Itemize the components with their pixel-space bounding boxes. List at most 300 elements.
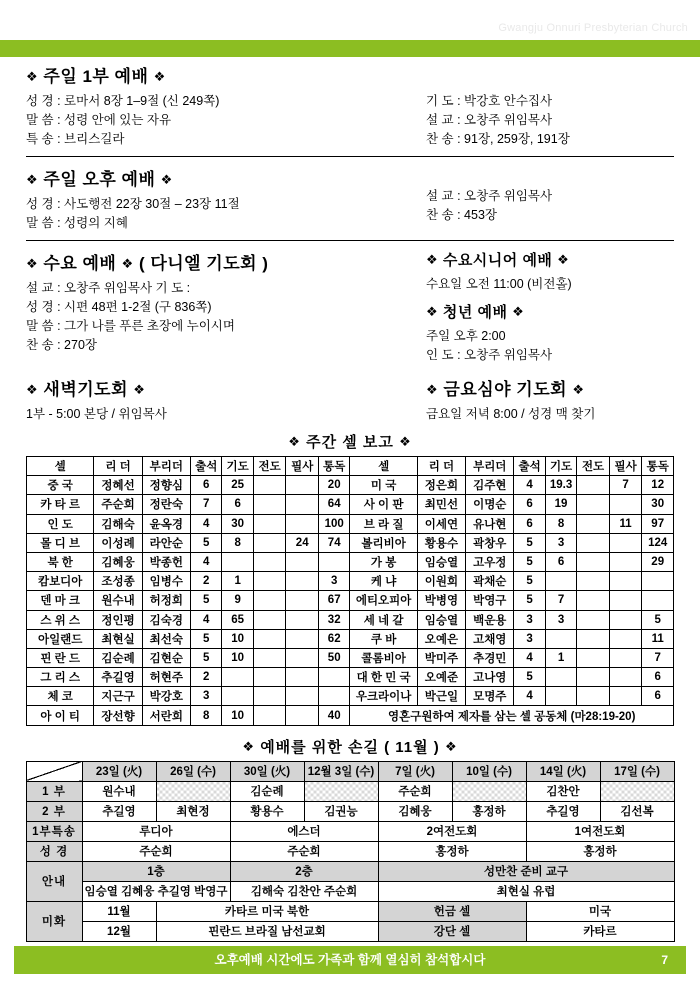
- cell-name: 사 이 판: [350, 495, 417, 514]
- cell-name: 카 타 르: [27, 495, 94, 514]
- cell-name: 케 냐: [350, 572, 417, 591]
- schedule-row-label-beautify: 미화: [26, 901, 82, 941]
- cell-name: 캄보디아: [27, 572, 94, 591]
- col-header-leader: 리 더: [417, 457, 465, 476]
- cell-evangelism: [253, 514, 286, 533]
- cell-report-body: [27, 476, 674, 725]
- cell-leader: 임승열: [417, 552, 465, 571]
- cell-attendance: 3: [514, 610, 545, 629]
- cell-subleader: 이명순: [466, 495, 514, 514]
- divider: [26, 156, 674, 157]
- schedule-first-cell-blank: [452, 781, 526, 801]
- cell-leader: 추길영: [94, 668, 142, 687]
- cell-subleader: 곽채순: [466, 572, 514, 591]
- diamond-icon: ❖: [26, 172, 39, 187]
- cell-evangelism: [577, 629, 610, 648]
- cell-prayer: [222, 668, 253, 687]
- header-accent-bar: [0, 40, 700, 57]
- cell-leader: 박근일: [417, 687, 465, 706]
- beautify-month: 11월: [82, 901, 156, 921]
- cell-name: 몰 디 브: [27, 533, 94, 552]
- service-sunday-afternoon-right: [426, 165, 674, 233]
- schedule-row-label-first: 1 부: [26, 781, 82, 801]
- cell-evangelism: [253, 476, 286, 495]
- schedule-special-cell: 1여전도회: [526, 821, 674, 841]
- cell-attendance: 4: [190, 610, 221, 629]
- cell-leader: 이세연: [417, 514, 465, 533]
- cell-reading: 124: [642, 533, 674, 552]
- prayer-meetings-group: [0, 375, 700, 424]
- cell-leader: 김해숙: [94, 514, 142, 533]
- service-line: 찬 송 : 270장: [26, 338, 97, 352]
- cell-leader: 장선향: [94, 706, 142, 725]
- cell-prayer: 8: [222, 533, 253, 552]
- cell-reading: 40: [318, 706, 349, 725]
- service-sunday-first-title: ❖ 주일 1부 예배 ❖: [26, 67, 166, 86]
- cell-name: 그 리 스: [27, 668, 94, 687]
- cell-name: 체 코: [27, 687, 94, 706]
- cell-subleader: 김현순: [142, 648, 190, 667]
- service-line: 설 교 : 오창주 위임목사: [426, 189, 553, 203]
- cell-attendance: 5: [190, 533, 221, 552]
- cell-attendance: 4: [514, 476, 545, 495]
- cell-writing: [286, 591, 319, 610]
- col-header-subleader: 부리더: [466, 457, 514, 476]
- col-header-writing: 필사: [286, 457, 319, 476]
- diamond-icon: ❖: [160, 172, 173, 187]
- cell-attendance: 5: [190, 591, 221, 610]
- cell-name: 쿠 바: [350, 629, 417, 648]
- cell-reading: 6: [642, 687, 674, 706]
- cell-report-verse: 영혼구원하여 제자를 삼는 셀 공동체 (마28:19-20): [350, 706, 674, 725]
- diamond-icon: ❖: [121, 256, 134, 271]
- service-line: 특 송 : 브리스길라: [26, 132, 125, 146]
- cell-subleader: 김주현: [466, 476, 514, 495]
- cell-subleader: 최선숙: [142, 629, 190, 648]
- service-line: 인 도 : 오창주 위임목사: [426, 348, 553, 362]
- table-row: [27, 648, 674, 667]
- table-row: [26, 761, 674, 781]
- cell-attendance: 4: [514, 648, 545, 667]
- cell-attendance: 2: [190, 668, 221, 687]
- service-line: 성 경 : 시편 48편 1-2절 (구 836쪽): [26, 300, 212, 314]
- cell-writing: [286, 476, 319, 495]
- table-row: [27, 668, 674, 687]
- cell-leader: 박병영: [417, 591, 465, 610]
- cell-subleader: 박강호: [142, 687, 190, 706]
- guide-communion-names: 최현실 유럽: [378, 881, 674, 901]
- col-header-attendance: 출석: [514, 457, 545, 476]
- cell-evangelism: [577, 591, 610, 610]
- cell-subleader: 허현주: [142, 668, 190, 687]
- service-line: 성 경 : 로마서 8장 1–9절 (신 249쪽): [26, 94, 220, 108]
- service-sunday-afternoon-title: ❖ 주일 오후 예배 ❖: [26, 170, 173, 189]
- cell-leader: 오예준: [417, 668, 465, 687]
- schedule-first-cell: 주순희: [378, 781, 452, 801]
- footer-message: 오후예배 시간에도 가족과 함께 열심히 참석합시다: [214, 953, 486, 967]
- cell-subleader: 임병수: [142, 572, 190, 591]
- cell-attendance: 5: [190, 629, 221, 648]
- cell-name: 아 이 티: [27, 706, 94, 725]
- cell-attendance: 7: [190, 495, 221, 514]
- cell-writing: [286, 706, 319, 725]
- cell-leader: 김순례: [94, 648, 142, 667]
- cell-attendance: 4: [514, 687, 545, 706]
- cell-writing: [609, 533, 642, 552]
- table-row: [26, 841, 674, 861]
- cell-leader: 정은희: [417, 476, 465, 495]
- diamond-icon: ❖: [26, 382, 39, 397]
- cell-prayer: [545, 572, 576, 591]
- cell-name: 에티오피아: [350, 591, 417, 610]
- service-line: 주일 오후 2:00: [426, 329, 506, 343]
- bulletin-body: [0, 62, 700, 942]
- cell-name: 브 라 질: [350, 514, 417, 533]
- cell-prayer: 3: [545, 533, 576, 552]
- schedule-scripture-cell: 주순희: [230, 841, 378, 861]
- cell-attendance: 6: [190, 476, 221, 495]
- schedule-first-cell-blank: [156, 781, 230, 801]
- cell-writing: 7: [609, 476, 642, 495]
- page-number: 7: [661, 953, 668, 967]
- cell-leader: 지근구: [94, 687, 142, 706]
- schedule-first-cell: 김순례: [230, 781, 304, 801]
- service-wednesday-group: [0, 249, 700, 365]
- cell-leader: 박미주: [417, 648, 465, 667]
- schedule-second-cell: 홍정하: [452, 801, 526, 821]
- cell-evangelism: [577, 687, 610, 706]
- cell-leader: 임승열: [417, 610, 465, 629]
- service-line: 수요일 오전 11:00 (비전홀): [426, 277, 572, 291]
- cell-name: 볼리비아: [350, 533, 417, 552]
- cell-writing: [609, 648, 642, 667]
- cell-attendance: 4: [190, 552, 221, 571]
- cell-name: 덴 마 크: [27, 591, 94, 610]
- schedule-row-label-scripture: 성 경: [26, 841, 82, 861]
- cell-attendance: 5: [514, 591, 545, 610]
- diamond-icon: ❖: [572, 382, 585, 397]
- cell-evangelism: [253, 572, 286, 591]
- guide-header-floor1: 1층: [82, 861, 230, 881]
- cell-prayer: 19: [545, 495, 576, 514]
- cell-name: 중 국: [27, 476, 94, 495]
- table-row: [26, 921, 674, 941]
- service-sunday-afternoon-left: [26, 165, 426, 233]
- cell-reading: [642, 572, 674, 591]
- service-line: 설 교 : 오창주 위임목사 기 도 :: [26, 281, 191, 295]
- cell-evangelism: [253, 552, 286, 571]
- table-row: [27, 533, 674, 552]
- cell-prayer: 19.3: [545, 476, 576, 495]
- cell-attendance: 3: [514, 629, 545, 648]
- prayer-friday: [426, 375, 674, 424]
- cell-evangelism: [577, 572, 610, 591]
- beautify-sub-label: 강단 셀: [378, 921, 526, 941]
- prayer-dawn-detail: 1부 - 5:00 본당 / 위임목사: [26, 407, 167, 421]
- beautify-month: 12월: [82, 921, 156, 941]
- divider: [26, 240, 674, 241]
- cell-attendance: 6: [514, 495, 545, 514]
- cell-attendance: 2: [190, 572, 221, 591]
- cell-attendance: 5: [514, 572, 545, 591]
- cell-reading: 5: [642, 610, 674, 629]
- cell-attendance: 5: [514, 533, 545, 552]
- cell-evangelism: [253, 629, 286, 648]
- cell-writing: [286, 648, 319, 667]
- cell-evangelism: [253, 610, 286, 629]
- cell-subleader: 백운용: [466, 610, 514, 629]
- cell-reading: 100: [318, 514, 349, 533]
- cell-name: 미 국: [350, 476, 417, 495]
- cell-reading: 12: [642, 476, 674, 495]
- cell-reading: 67: [318, 591, 349, 610]
- diamond-icon: ❖: [426, 252, 439, 267]
- cell-subleader: 모명주: [466, 687, 514, 706]
- col-header-leader: 리 더: [94, 457, 142, 476]
- table-row: [26, 901, 674, 921]
- schedule-title: ❖ 예배를 위한 손길 ( 11월 ) ❖: [242, 738, 458, 756]
- prayer-dawn: [26, 375, 426, 424]
- cell-reading: 50: [318, 648, 349, 667]
- cell-writing: [609, 495, 642, 514]
- cell-writing: [286, 687, 319, 706]
- cell-subleader: 고채영: [466, 629, 514, 648]
- col-header-attendance: 출석: [190, 457, 221, 476]
- cell-report-table: [26, 456, 674, 726]
- cell-evangelism: [253, 687, 286, 706]
- cell-evangelism: [577, 668, 610, 687]
- service-line: 성 경 : 사도행전 22장 30절 – 23장 11절: [26, 197, 240, 211]
- schedule-special-cell: 루디아: [82, 821, 230, 841]
- cell-reading: 11: [642, 629, 674, 648]
- cell-subleader: 라안순: [142, 533, 190, 552]
- cell-prayer: [545, 629, 576, 648]
- table-row: [27, 552, 674, 571]
- cell-report-header-row: [27, 457, 674, 476]
- cell-leader: 김혜웅: [94, 552, 142, 571]
- schedule-row-label-second: 2 부: [26, 801, 82, 821]
- schedule-date-header: 14일 (火): [526, 761, 600, 781]
- beautify-cells: 카타르 미국 북한: [156, 901, 378, 921]
- diamond-icon: ❖: [133, 382, 146, 397]
- cell-prayer: 7: [545, 591, 576, 610]
- cell-reading: 30: [642, 495, 674, 514]
- cell-reading: [642, 591, 674, 610]
- service-line: 말 씀 : 성령 안에 있는 자유: [26, 113, 172, 127]
- cell-name: 아일랜드: [27, 629, 94, 648]
- cell-subleader: 정향심: [142, 476, 190, 495]
- service-wednesday-senior-youth: [426, 249, 674, 365]
- diamond-icon: ❖: [288, 434, 301, 449]
- service-sunday-first: [0, 62, 700, 149]
- col-header-writing: 필사: [609, 457, 642, 476]
- cell-attendance: 3: [190, 687, 221, 706]
- cell-writing: [609, 610, 642, 629]
- cell-evangelism: [253, 706, 286, 725]
- diamond-icon: ❖: [444, 738, 458, 754]
- cell-subleader: 서란희: [142, 706, 190, 725]
- footer-accent-bar: [14, 946, 686, 974]
- cell-reading: [318, 668, 349, 687]
- table-row: [26, 801, 674, 821]
- cell-prayer: 10: [222, 629, 253, 648]
- cell-subleader: 고우정: [466, 552, 514, 571]
- cell-writing: [609, 668, 642, 687]
- table-row: [26, 861, 674, 881]
- service-line: 설 교 : 오창주 위임목사: [426, 113, 553, 127]
- cell-writing: [609, 572, 642, 591]
- cell-evangelism: [577, 648, 610, 667]
- cell-evangelism: [253, 648, 286, 667]
- cell-writing: [286, 552, 319, 571]
- service-line: 말 씀 : 성령의 지혜: [26, 216, 128, 230]
- beautify-sub-label: 헌금 셀: [378, 901, 526, 921]
- cell-reading: 29: [642, 552, 674, 571]
- table-row: [27, 495, 674, 514]
- cell-prayer: 1: [222, 572, 253, 591]
- cell-name: 스 위 스: [27, 610, 94, 629]
- cell-prayer: 10: [222, 648, 253, 667]
- service-wednesday-senior-title: ❖ 수요시니어 예배 ❖: [426, 252, 570, 269]
- cell-prayer: [222, 552, 253, 571]
- prayer-friday-detail: 금요일 저녁 8:00 / 성경 맥 찾기: [426, 407, 596, 421]
- cell-writing: 11: [609, 514, 642, 533]
- cell-name: 인 도: [27, 514, 94, 533]
- cell-reading: 6: [642, 668, 674, 687]
- diamond-icon: ❖: [426, 304, 439, 319]
- table-row: [27, 610, 674, 629]
- service-line: 말 씀 : 그가 나를 푸른 초장에 누이시며: [26, 319, 235, 333]
- guide-header-floor2: 2층: [230, 861, 378, 881]
- table-row: [27, 591, 674, 610]
- schedule-second-cell: 김혜웅: [378, 801, 452, 821]
- col-header-prayer: 기도: [545, 457, 576, 476]
- cell-evangelism: [577, 476, 610, 495]
- cell-writing: [609, 552, 642, 571]
- diamond-icon: ❖: [26, 256, 39, 271]
- schedule-date-header: 7일 (火): [378, 761, 452, 781]
- table-row: [26, 881, 674, 901]
- cell-prayer: 30: [222, 514, 253, 533]
- cell-leader: 최민선: [417, 495, 465, 514]
- cell-writing: [286, 495, 319, 514]
- schedule-second-cell: 김선복: [600, 801, 674, 821]
- cell-evangelism: [577, 533, 610, 552]
- cell-name: 우크라이나: [350, 687, 417, 706]
- cell-subleader: 박영구: [466, 591, 514, 610]
- cell-leader: 황용수: [417, 533, 465, 552]
- diamond-icon: ❖: [242, 738, 256, 754]
- schedule-date-header: 12월 3일 (수): [304, 761, 378, 781]
- schedule-scripture-cell: 주순희: [82, 841, 230, 861]
- beautify-sub-value: 카타르: [526, 921, 674, 941]
- schedule-second-cell: 황용수: [230, 801, 304, 821]
- cell-reading: 64: [318, 495, 349, 514]
- service-sunday-afternoon: [0, 165, 700, 233]
- cell-prayer: 8: [545, 514, 576, 533]
- cell-attendance: 6: [514, 514, 545, 533]
- schedule-date-header: 10일 (수): [452, 761, 526, 781]
- cell-writing: [286, 514, 319, 533]
- cell-evangelism: [253, 591, 286, 610]
- cell-evangelism: [577, 495, 610, 514]
- schedule-row-label-guide: 안내: [26, 861, 82, 901]
- cell-subleader: 곽창우: [466, 533, 514, 552]
- diamond-icon: ❖: [399, 434, 412, 449]
- schedule-corner: [26, 761, 82, 781]
- cell-name: 콜롬비아: [350, 648, 417, 667]
- service-sunday-first-left: [26, 92, 426, 149]
- cell-name: 세 네 갈: [350, 610, 417, 629]
- guide-floor1-names: 임승열 김혜웅 추길영 박영구: [82, 881, 230, 901]
- cell-evangelism: [253, 495, 286, 514]
- cell-reading: 97: [642, 514, 674, 533]
- prayer-friday-title: ❖ 금요심야 기도회 ❖: [426, 380, 585, 399]
- schedule-first-cell: 원수내: [82, 781, 156, 801]
- cell-prayer: 6: [222, 495, 253, 514]
- cell-writing: [609, 629, 642, 648]
- service-sunday-first-right: [426, 92, 674, 149]
- cell-evangelism: [253, 533, 286, 552]
- cell-writing: [609, 687, 642, 706]
- cell-leader: 원수내: [94, 591, 142, 610]
- cell-attendance: 5: [190, 648, 221, 667]
- cell-prayer: 3: [545, 610, 576, 629]
- col-header-reading: 통독: [642, 457, 674, 476]
- cell-reading: 62: [318, 629, 349, 648]
- service-wednesday-title: ❖ 수요 예배 ❖ ( 다니엘 기도회 ): [26, 254, 269, 273]
- schedule-date-header: 30일 (火): [230, 761, 304, 781]
- cell-reading: 20: [318, 476, 349, 495]
- service-line: 기 도 : 박강호 안수집사: [426, 94, 553, 108]
- table-row: [27, 476, 674, 495]
- cell-subleader: 윤옥경: [142, 514, 190, 533]
- diamond-icon: ❖: [26, 69, 39, 84]
- guide-floor2-names: 김해숙 김찬안 주순희: [230, 881, 378, 901]
- cell-prayer: 65: [222, 610, 253, 629]
- table-row: [26, 781, 674, 801]
- diamond-icon: ❖: [512, 304, 525, 319]
- schedule-first-cell: 김찬안: [526, 781, 600, 801]
- schedule-scripture-cell: 홍정하: [526, 841, 674, 861]
- cell-writing: [286, 668, 319, 687]
- cell-prayer: 9: [222, 591, 253, 610]
- cell-leader: 이성례: [94, 533, 142, 552]
- service-youth-title: ❖ 청년 예배 ❖: [426, 304, 525, 321]
- col-header-cell: 셀: [350, 457, 417, 476]
- cell-evangelism: [577, 552, 610, 571]
- guide-header-communion: 성만찬 준비 교구: [378, 861, 674, 881]
- cell-writing: [286, 610, 319, 629]
- cell-prayer: 25: [222, 476, 253, 495]
- cell-report-title: ❖ 주간 셀 보고 ❖: [288, 434, 412, 451]
- cell-evangelism: [577, 514, 610, 533]
- schedule-first-cell-blank: [304, 781, 378, 801]
- table-row: [27, 706, 674, 725]
- cell-subleader: 박종헌: [142, 552, 190, 571]
- schedule-table: [26, 761, 675, 942]
- cell-leader: 이원희: [417, 572, 465, 591]
- table-row: [27, 514, 674, 533]
- table-row: [27, 687, 674, 706]
- diamond-icon: ❖: [557, 252, 570, 267]
- cell-attendance: 8: [190, 706, 221, 725]
- cell-prayer: [222, 687, 253, 706]
- schedule-special-cell: 에스더: [230, 821, 378, 841]
- cell-evangelism: [577, 610, 610, 629]
- cell-writing: [609, 591, 642, 610]
- cell-subleader: 김숙경: [142, 610, 190, 629]
